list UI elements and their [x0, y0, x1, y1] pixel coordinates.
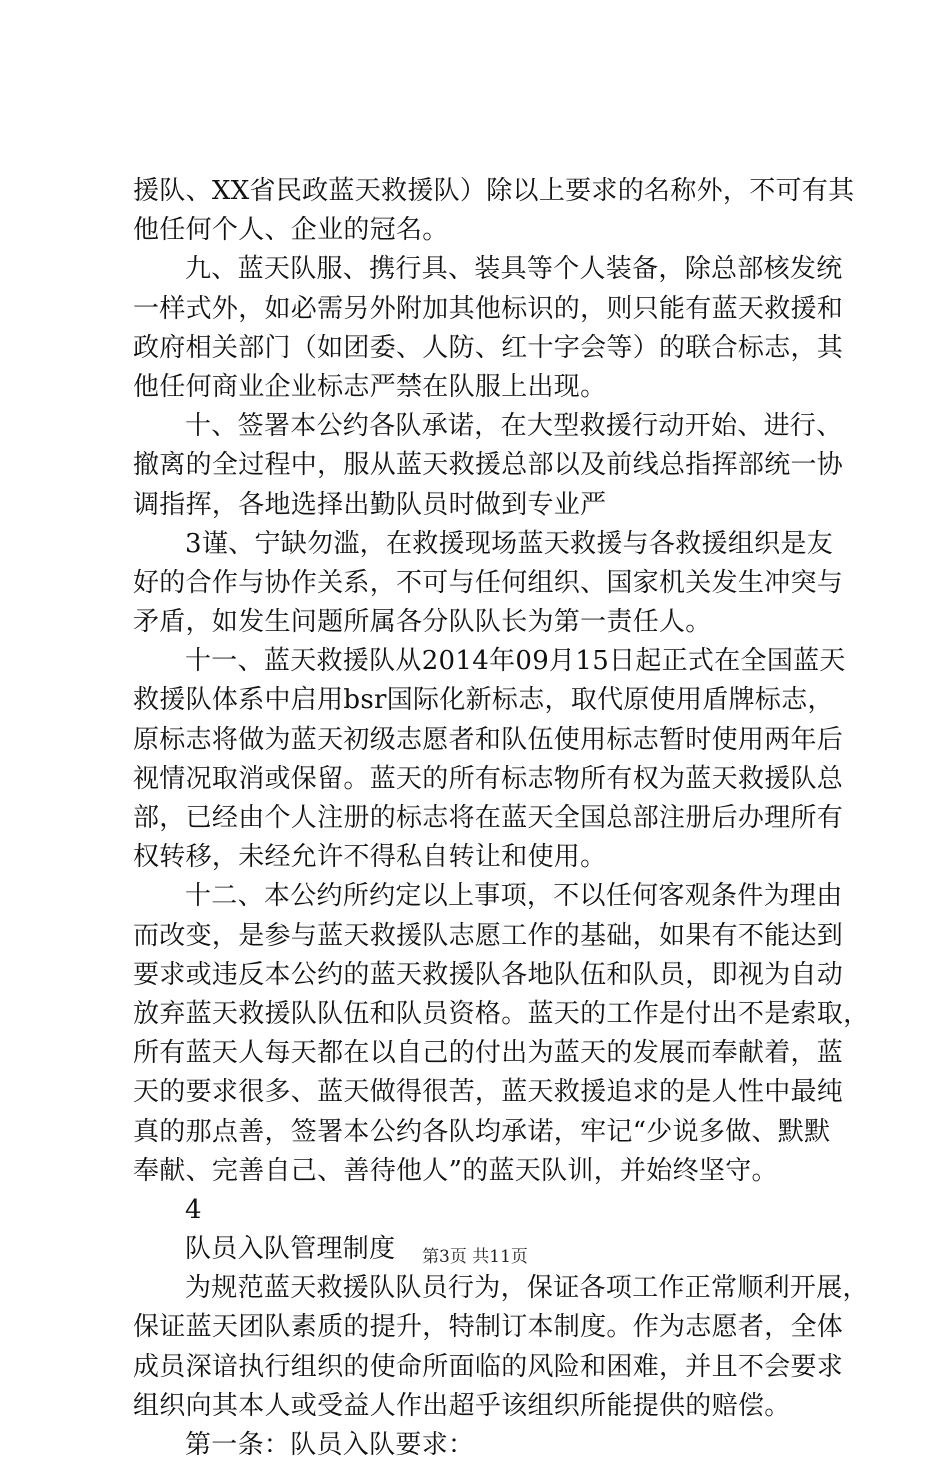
text-line: 一样式外，如必需另外附加其他标识的，则只能有蓝天救援和 — [133, 293, 844, 324]
text-line: 保证蓝天团队素质的提升，特制订本制度。作为志愿者，全体 — [133, 1312, 844, 1343]
text-line: 视情况取消或保留。蓝天的所有标志物所有权为蓝天救援队总 — [133, 763, 844, 794]
text-line: 十二、本公约所约定以上事项，不以任何客观条件为理由 — [185, 881, 843, 912]
text-line: 好的合作与协作关系，不可与任何组织、国家机关发生冲突与 — [133, 567, 844, 598]
text-line: 天的要求很多、蓝天做得很苦，蓝天救援追求的是人性中最纯 — [133, 1077, 844, 1108]
text-line: 援队、XX省民政蓝天救援队）除以上要求的名称外，不可有其 — [133, 176, 855, 206]
text-line: 十、签署本公约各队承诺，在大型救援行动开始、进行、 — [185, 411, 843, 442]
text-line: 4 — [185, 1194, 202, 1225]
text-line: 所有蓝天人每天都在以自己的付出为蓝天的发展而奉献着，蓝 — [133, 1038, 844, 1069]
text-line: 原标志将做为蓝天初级志愿者和队伍使用标志暂时使用两年后 — [133, 724, 844, 755]
text-line: 九、蓝天队服、携行具、装具等个人装备，除总部核发统 — [185, 254, 843, 285]
text-line: 部，已经由个人注册的标志将在蓝天全国总部注册后办理所有 — [133, 803, 844, 833]
text-line: 第一条：队员入队要求： — [185, 1430, 475, 1460]
text-line: 他任何商业企业标志严禁在队服上出现。 — [133, 371, 607, 402]
text-line: 放弃蓝天救援队队伍和队员资格。蓝天的工作是付出不是索取， — [133, 998, 870, 1029]
text-line: 成员深谙执行组织的使命所面临的风险和困难，并且不会要求 — [133, 1351, 844, 1382]
text-line: 撤离的全过程中，服从蓝天救援总部以及前线总指挥部统一协 — [133, 450, 844, 481]
text-line: 而改变，是参与蓝天救援队志愿工作的基础，如果有不能达到 — [133, 920, 844, 951]
text-line: 权转移，未经允许不得私自转让和使用。 — [133, 842, 607, 873]
text-line: 组织向其本人或受益人作出超乎该组织所能提供的赔偿。 — [133, 1390, 791, 1421]
text-line: 3谨、宁缺勿滥，在救援现场蓝天救援与各救援组织是友 — [185, 528, 834, 559]
text-line: 矛盾，如发生问题所属各分队队长为第一责任人。 — [133, 607, 712, 638]
text-line: 奉献、完善自己、善待他人”的蓝天队训，并始终坚守。 — [133, 1155, 778, 1186]
text-line: 调指挥，各地选择出勤队员时做到专业严 — [133, 489, 607, 520]
text-line: 为规范蓝天救援队队员行为，保证各项工作正常顺利开展， — [185, 1273, 869, 1304]
text-line: 十一、蓝天救援队从2014年09月15日起正式在全国蓝天 — [185, 646, 846, 677]
text-line: 真的那点善，签署本公约各队均承诺，牢记“少说多做、默默 — [133, 1116, 831, 1147]
text-line: 队员入队管理制度 — [185, 1234, 396, 1265]
text-line: 政府相关部门（如团委、人防、红十字会等）的联合标志，其 — [133, 332, 844, 363]
text-line: 要求或违反本公约的蓝天救援队各地队伍和队员，即视为自动 — [133, 959, 844, 990]
document-body — [133, 172, 870, 1465]
text-line: 救援队体系中启用bsr国际化新标志，取代原使用盾牌标志， — [133, 685, 834, 716]
page-footer: 第3页 共11页 — [422, 1247, 528, 1267]
text-line: 他任何个人、企业的冠名。 — [133, 215, 449, 246]
